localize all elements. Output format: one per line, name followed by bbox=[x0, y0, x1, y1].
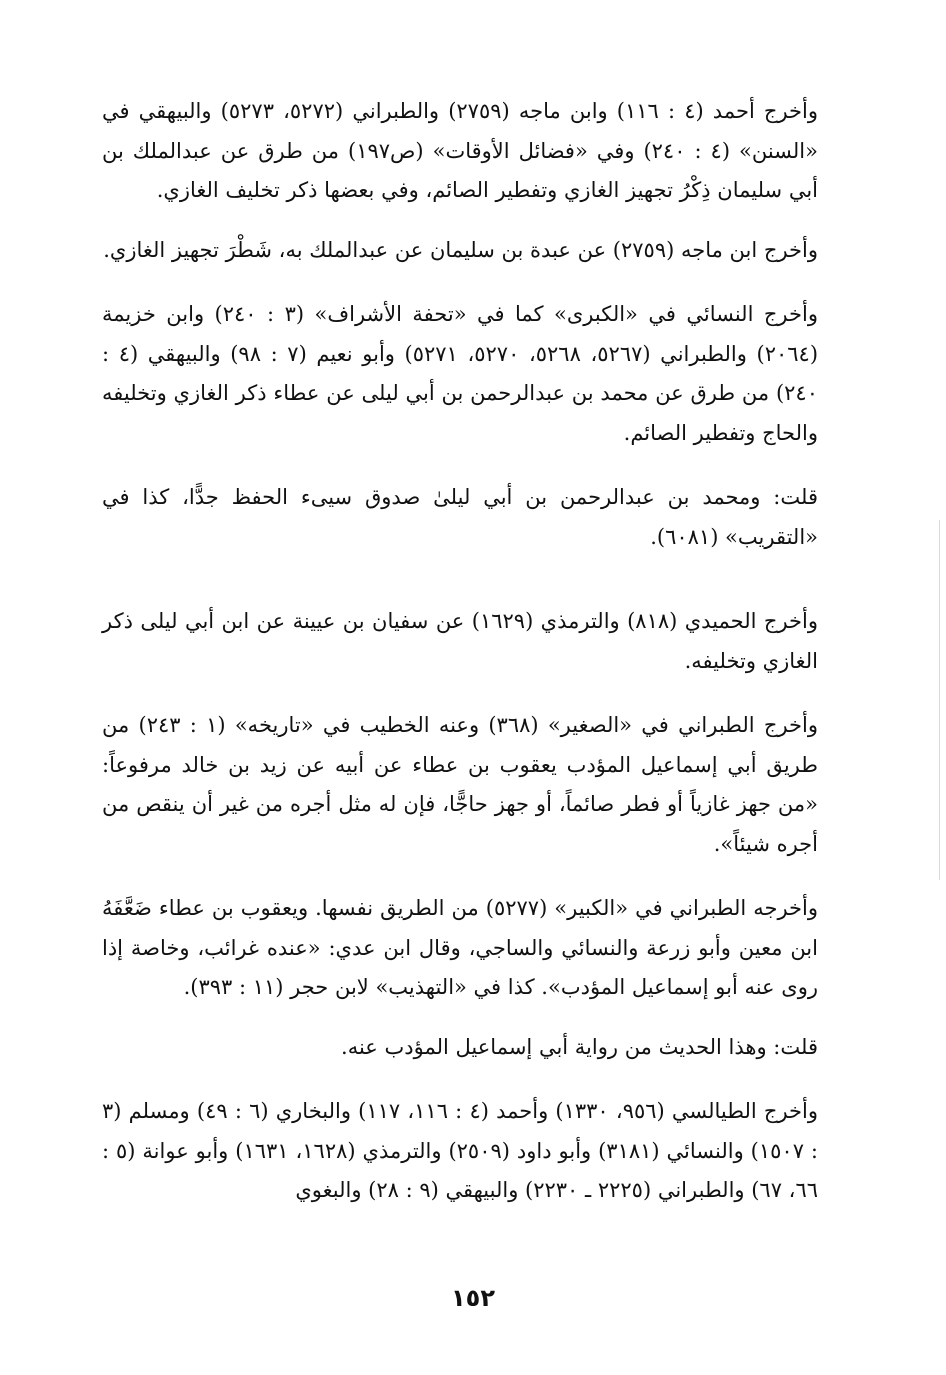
paragraph-ahmad-ibn-majah: وأخرج أحمد (٤ : ١١٦) وابن ماجه (٢٧٥٩) والطبراني (٥٢٧٢، ٥٢٧٣) والبيهقي في «السنن» (٤ : ٢٤٠) وفي «فضائل الأوقات» (ص١٩٧) من طرق عن عبدالملك بن أبي سليمان ذِكْرُ تجهيز الغازي وتفطير الصائم، وفي بعضها ذكر تخليف الغازي. bbox=[102, 99, 819, 202]
page-edge-line bbox=[939, 520, 940, 880]
paragraph-abu-ismail-note: قلت: وهذا الحديث من رواية أبي إسماعيل المؤدب عنه. bbox=[341, 1034, 818, 1059]
paragraph-tayalisi-bukhari: وأخرج الطيالسي (٩٥٦، ١٣٣٠) وأحمد (٤ : ١١٦، ١١٧) والبخاري (٦ : ٤٩) ومسلم (٣ : ١٥٠٧) والنسائي (٣١٨١) وأبو داود (٢٥٠٩) والترمذي (١٦٢٨، ١٦٣١) وأبو عوانة (٥ : ٦٦، ٦٧) والطبراني (٢٢٢٥ ـ ٢٢٣٠) والبيهقي (٩ : ٢٨) والبغوي bbox=[102, 1099, 819, 1202]
paragraph-humaydi-tirmidhi: وأخرج الحميدي (٨١٨) والترمذي (١٦٢٩) عن سفيان بن عيينة عن ابن أبي ليلى ذكر الغازي وتخليفه. bbox=[102, 609, 818, 673]
page-number: ١٥٢ bbox=[451, 1284, 495, 1312]
paragraph-tabarani-kabir: وأخرجه الطبراني في «الكبير» (٥٢٧٧) من الطريق نفسها. ويعقوب بن عطاء ضَعَّفَهُ ابن معين وأبو زرعة والنسائي والساجي، وقال ابن عدي: «عنده غرائب، وخاصة إذا روى عنه أبو إسماعيل المؤدب». كذا في «التهذيب» لابن حجر (١١ : ٣٩٣). bbox=[102, 896, 819, 999]
paragraph-tabarani-saghir: وأخرج الطبراني في «الصغير» (٣٦٨) وعنه الخطيب في «تاريخه» (١ : ٢٤٣) من طريق أبي إسماعيل المؤدب يعقوب بن عطاء عن أبيه عن زيد بن خالد مرفوعاً: «من جهز غازياً أو فطر صائماً، أو جهز حاجًّا، فإن له مثل أجره من غير أن ينقص من أجره شيئاً». bbox=[102, 713, 818, 856]
paragraph-ibn-majah-abda: وأخرج ابن ماجه (٢٧٥٩) عن عبدة بن سليمان عن عبدالملك به، شَطْرَ تجهيز الغازي. bbox=[103, 237, 818, 262]
paragraph-nasai-kubra: وأخرج النسائي في «الكبرى» كما في «تحفة الأشراف» (٣ : ٢٤٠) وابن خزيمة (٢٠٦٤) والطبراني (٥٢٦٧، ٥٢٦٨، ٥٢٧٠، ٥٢٧١) وأبو نعيم (٧ : ٩٨) والبيهقي (٤ : ٢٤٠) من طرق عن محمد بن عبدالرحمن بن أبي ليلى عن عطاء ذكر الغازي وتخليفه والحاج وتفطير الصائم. bbox=[102, 302, 819, 445]
paragraph-ibn-abi-layla-note: قلت: ومحمد بن عبدالرحمن بن أبي ليلىٰ صدوق سيىء الحفظ جدًّا، كذا في «التقريب» (٦٠٨١). bbox=[102, 485, 818, 549]
page-body bbox=[102, 92, 818, 1211]
